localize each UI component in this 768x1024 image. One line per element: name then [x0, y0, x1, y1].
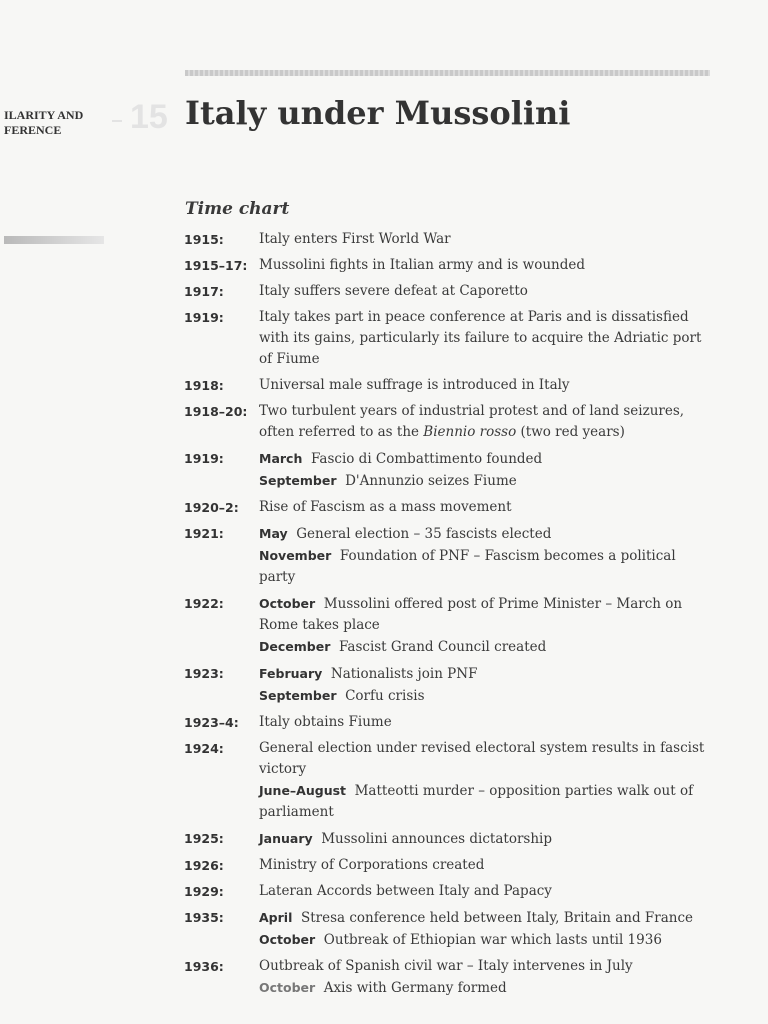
timeline-line: [259, 497, 714, 518]
timeline-year: 1920–2:: [184, 500, 239, 515]
timeline-entry: [184, 663, 714, 707]
timeline-line: [259, 881, 714, 902]
timeline-year: 1918–20:: [184, 404, 248, 419]
timeline-entry: [184, 229, 714, 250]
timeline-description: [259, 229, 714, 250]
timeline-line: [259, 929, 714, 951]
timeline-italic-term: Biennio rosso: [423, 424, 517, 440]
page-title: Italy under Mussolini: [185, 94, 571, 132]
timeline-text: Mussolini announces dictatorship: [321, 831, 552, 847]
timeline-text: Ministry of Corporations created: [259, 857, 485, 873]
timeline-entry: [184, 523, 714, 588]
timeline-entry: [184, 956, 714, 999]
timeline-line: [259, 255, 714, 276]
timeline-entry: [184, 448, 714, 492]
timeline-description: [259, 307, 714, 370]
timeline-text: General election under revised electoral system results in fascist victory: [259, 740, 705, 777]
timeline-description: [259, 907, 714, 951]
timeline-text: Foundation of PNF – Fascism becomes a political party: [259, 548, 676, 585]
timeline-line: [259, 470, 714, 492]
timeline-month: September: [259, 688, 337, 703]
timeline-month: October: [259, 596, 316, 611]
timeline-year: 1915:: [184, 232, 224, 247]
timeline-month: June–August: [259, 783, 347, 798]
timeline-entry: [184, 281, 714, 302]
timeline-text: Italy enters First World War: [259, 231, 451, 247]
timeline-line: [259, 545, 714, 588]
timeline-line: [259, 780, 714, 823]
timeline-text: Mussolini fights in Italian army and is wounded: [259, 257, 585, 273]
timeline-text: Rise of Fascism as a mass movement: [259, 499, 512, 515]
margin-label-line-1: ILARITY AND: [4, 108, 84, 122]
timeline-text: Matteotti murder – opposition parties walk out of parliament: [259, 783, 694, 820]
timeline-entry: [184, 738, 714, 823]
timeline-text: Fascist Grand Council created: [338, 639, 547, 655]
timeline-description: [259, 881, 714, 902]
timeline-month: November: [259, 548, 332, 563]
timeline-year: 1925:: [184, 831, 224, 846]
timeline-text: Stresa conference held between Italy, Britain and France: [300, 910, 693, 926]
timeline-year: 1936:: [184, 959, 224, 974]
timeline-description: [259, 738, 714, 823]
timeline-line: [259, 855, 714, 876]
timeline-year: 1923–4:: [184, 715, 239, 730]
timeline-text: Outbreak of Spanish civil war – Italy intervenes in July: [259, 958, 633, 974]
timeline-description: [259, 712, 714, 733]
timeline-line: [259, 663, 714, 685]
timeline-year: 1922:: [184, 596, 224, 611]
timeline-text: Outbreak of Ethiopian war which lasts until 1936: [323, 932, 662, 948]
timeline-line: [259, 523, 714, 545]
timeline-entry: [184, 855, 714, 876]
timeline-entry: [184, 497, 714, 518]
timeline-description: [259, 497, 714, 518]
timeline-entry: [184, 712, 714, 733]
time-chart: [184, 229, 714, 1004]
timeline-month: September: [259, 473, 337, 488]
margin-label-line-2: FERENCE: [4, 123, 62, 137]
timeline-text: Fascio di Combattimento founded: [310, 451, 543, 467]
timeline-year: 1935:: [184, 910, 224, 925]
chapter-number: 15: [130, 98, 168, 136]
timeline-year: 1919:: [184, 451, 224, 466]
timeline-month: May: [259, 526, 288, 541]
timeline-entry: [184, 881, 714, 902]
timeline-description: [259, 375, 714, 396]
margin-section-label: [4, 108, 83, 138]
timeline-description: [259, 281, 714, 302]
timeline-month: December: [259, 639, 331, 654]
timeline-line: [259, 636, 714, 658]
timeline-entry: [184, 593, 714, 658]
timeline-text: (two red years): [516, 424, 625, 440]
timeline-text: D'Annunzio seizes Fiume: [345, 473, 517, 489]
timeline-description: [259, 523, 714, 588]
timeline-entry: [184, 375, 714, 396]
timeline-line: [259, 712, 714, 733]
timeline-year: 1921:: [184, 526, 224, 541]
timeline-description: [259, 956, 714, 999]
timeline-line: [259, 593, 714, 636]
timeline-year: 1915–17:: [184, 258, 248, 273]
timeline-line: [259, 977, 714, 999]
timeline-year: 1923:: [184, 666, 224, 681]
timeline-text: Italy suffers severe defeat at Caporetto: [259, 283, 528, 299]
timeline-month: March: [259, 451, 303, 466]
chapter-number-dash: [112, 120, 122, 122]
timeline-line: [259, 281, 714, 302]
timeline-year: 1917:: [184, 284, 224, 299]
timeline-entry: [184, 907, 714, 951]
timeline-entry: [184, 828, 714, 850]
timeline-text: Italy takes part in peace conference at Paris and is dissatisfied with its gains, particularly its failure to acquire the Adriatic port of Fiume: [259, 309, 702, 367]
timeline-line: [259, 448, 714, 470]
header-rule: [185, 70, 710, 76]
timeline-month: October: [259, 932, 316, 947]
timeline-month: February: [259, 666, 323, 681]
timeline-month: October: [259, 980, 316, 995]
timeline-text: General election – 35 fascists elected: [296, 526, 552, 542]
timeline-line: [259, 307, 714, 370]
timeline-entry: [184, 307, 714, 370]
timeline-line: [259, 956, 714, 977]
timeline-line: [259, 828, 714, 850]
timeline-description: [259, 828, 714, 850]
timeline-year: 1918:: [184, 378, 224, 393]
margin-bar: [4, 236, 104, 244]
timeline-line: [259, 907, 714, 929]
timeline-year: 1929:: [184, 884, 224, 899]
timeline-entry: [184, 401, 714, 443]
timeline-line: [259, 738, 714, 780]
timeline-description: [259, 448, 714, 492]
timeline-description: [259, 255, 714, 276]
timeline-description: [259, 855, 714, 876]
section-heading: Time chart: [185, 199, 290, 219]
timeline-line: [259, 685, 714, 707]
timeline-text: Axis with Germany formed: [323, 980, 507, 996]
timeline-description: [259, 401, 714, 443]
timeline-text: Two turbulent years of industrial protest and of land seizures, often referred to as the: [259, 403, 685, 440]
timeline-month: April: [259, 910, 293, 925]
timeline-text: Lateran Accords between Italy and Papacy: [259, 883, 552, 899]
timeline-text: Nationalists join PNF: [330, 666, 478, 682]
timeline-text: Italy obtains Fiume: [259, 714, 392, 730]
timeline-description: [259, 593, 714, 658]
timeline-description: [259, 663, 714, 707]
timeline-year: 1919:: [184, 310, 224, 325]
timeline-month: January: [259, 831, 313, 846]
timeline-text: Universal male suffrage is introduced in Italy: [259, 377, 570, 393]
timeline-year: 1924:: [184, 741, 224, 756]
timeline-line: [259, 229, 714, 250]
timeline-entry: [184, 255, 714, 276]
timeline-year: 1926:: [184, 858, 224, 873]
timeline-text: Corfu crisis: [345, 688, 425, 704]
timeline-line: [259, 375, 714, 396]
timeline-line: [259, 401, 714, 443]
timeline-text: Mussolini offered post of Prime Minister – March on Rome takes place: [259, 596, 683, 633]
